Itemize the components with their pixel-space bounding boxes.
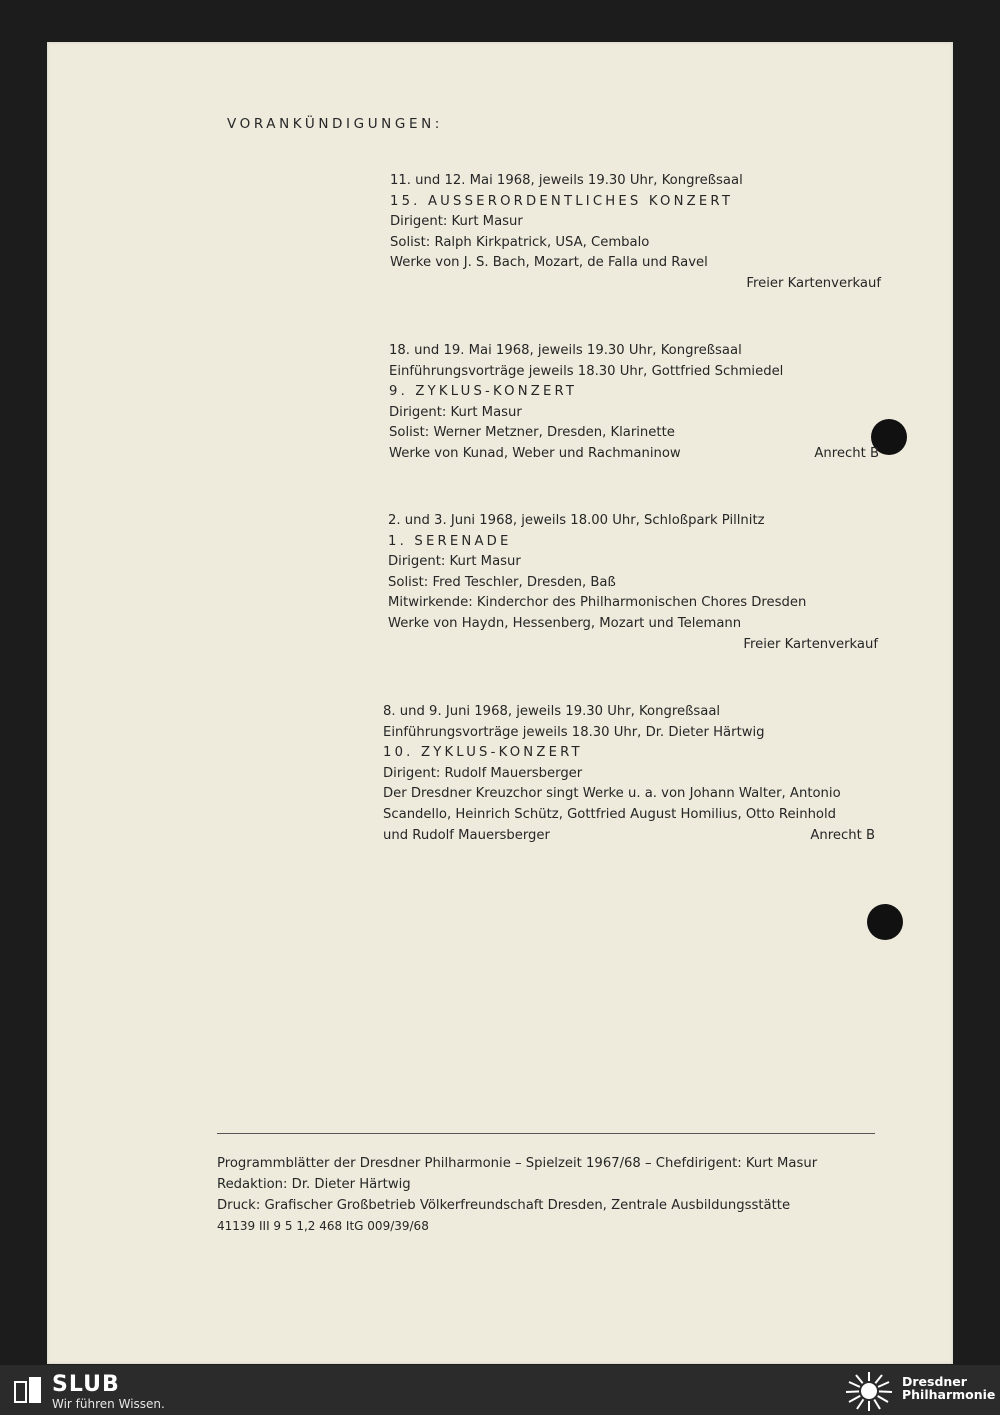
event-works: Werke von J. S. Bach, Mozart, de Falla und Ravel	[390, 255, 708, 271]
event-lecture: Einführungsvorträge jeweils 18.30 Uhr, Gottfried Schmiedel	[389, 363, 784, 379]
event-4	[383, 702, 875, 846]
event-description-line-1: Der Dresdner Kreuzchor singt Werke u. a. von Johann Walter, Antonio	[383, 786, 841, 802]
event-lecture: Einführungsvorträge jeweils 18.30 Uhr, Dr. Dieter Härtwig	[383, 724, 765, 740]
event-title: 9. ZYKLUS-KONZERT	[389, 384, 578, 400]
event-soloist: Solist: Fred Teschler, Dresden, Baß	[388, 574, 616, 590]
event-3	[388, 511, 878, 655]
event-conductor: Dirigent: Kurt Masur	[390, 214, 523, 230]
event-title: 10. ZYKLUS-KONZERT	[383, 745, 583, 761]
event-description-row-3	[383, 826, 875, 847]
dresdner-philharmonie-logo-icon	[843, 1371, 895, 1415]
event-soloist: Solist: Werner Metzner, Dresden, Klarinette	[389, 425, 675, 441]
event-2	[389, 341, 879, 465]
event-subscription-note: Anrecht B	[810, 827, 875, 843]
punch-hole-bottom	[867, 904, 903, 940]
slub-tagline: Wir führen Wissen.	[52, 1397, 165, 1411]
event-soloist: Solist: Ralph Kirkpatrick, USA, Cembalo	[390, 234, 650, 250]
event-ticket-note: Freier Kartenverkauf	[743, 636, 878, 652]
slub-logo-icon	[14, 1377, 44, 1409]
slub-name: SLUB	[52, 1372, 120, 1397]
event-title: 1. SERENADE	[388, 533, 512, 549]
event-works: Werke von Haydn, Hessenberg, Mozart und Telemann	[388, 615, 742, 631]
event-works-row	[389, 444, 879, 465]
event-date: 8. und 9. Juni 1968, jeweils 19.30 Uhr, Kongreßsaal	[383, 704, 721, 719]
event-conductor: Dirigent: Rudolf Mauersberger	[383, 765, 583, 781]
imprint	[217, 1154, 817, 1237]
imprint-printer: Druck: Grafischer Großbetrieb Völkerfreundschaft Dresden, Zentrale Ausbildungsstätte	[217, 1197, 791, 1213]
event-conductor: Dirigent: Kurt Masur	[388, 554, 521, 570]
event-works: Werke von Kunad, Weber und Rachmaninow	[389, 445, 681, 461]
event-subscription-note: Anrecht B	[814, 445, 879, 461]
dp-name-line-2: Philharmonie	[902, 1387, 996, 1402]
footer-divider	[217, 1133, 875, 1134]
announcements-heading: VORANKÜNDIGUNGEN:	[227, 116, 443, 132]
event-conductor: Dirigent: Kurt Masur	[389, 404, 522, 420]
event-title: 15. AUSSERORDENTLICHES KONZERT	[390, 193, 734, 209]
event-1	[390, 171, 881, 295]
event-date: 18. und 19. Mai 1968, jeweils 19.30 Uhr, Kongreßsaal	[389, 343, 742, 358]
event-description-line-2: Scandello, Heinrich Schütz, Gottfried August Homilius, Otto Reinhold	[383, 806, 837, 822]
event-date: 11. und 12. Mai 1968, jeweils 19.30 Uhr, Kongreßsaal	[390, 173, 743, 188]
event-ticket-note: Freier Kartenverkauf	[746, 275, 881, 291]
event-date: 2. und 3. Juni 1968, jeweils 18.00 Uhr, Schloßpark Pillnitz	[388, 513, 765, 528]
imprint-editor: Redaktion: Dr. Dieter Härtwig	[217, 1176, 411, 1192]
bottom-bar	[0, 1365, 1000, 1415]
imprint-license-code: 41139 III 9 5 1,2 468 ItG 009/39/68	[217, 1219, 429, 1234]
event-participants: Mitwirkende: Kinderchor des Philharmonischen Chores Dresden	[388, 595, 807, 611]
dresdner-philharmonie-name	[902, 1375, 995, 1401]
dp-name-line-1: Dresdner	[902, 1374, 967, 1389]
event-description-line-3: und Rudolf Mauersberger	[383, 827, 550, 843]
imprint-publication: Programmblätter der Dresdner Philharmonie – Spielzeit 1967/68 – Chefdirigent: Kurt Masur	[217, 1156, 818, 1171]
